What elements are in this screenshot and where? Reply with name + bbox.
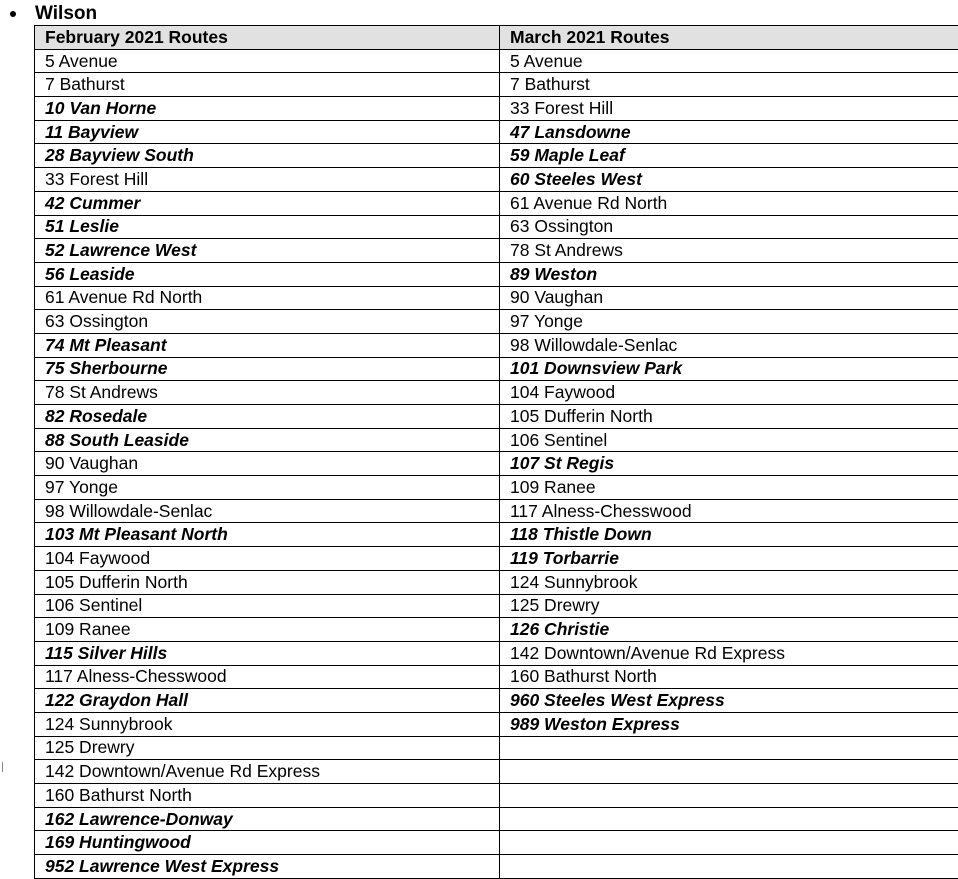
february-route-cell: 162 Lawrence-Donway: [35, 807, 500, 831]
march-route-cell: 5 Avenue: [500, 49, 958, 73]
march-route-cell: 98 Willowdale-Senlac: [500, 333, 958, 357]
february-route-cell: 952 Lawrence West Express: [35, 855, 500, 879]
march-route-cell: 109 Ranee: [500, 476, 958, 500]
february-route-cell: 10 Van Horne: [35, 97, 500, 121]
table-row: [35, 191, 958, 215]
table-row: [35, 784, 958, 808]
section-title: Wilson: [35, 3, 97, 25]
february-route-cell: 56 Leaside: [35, 262, 500, 286]
table-row: [35, 262, 958, 286]
table-row: [35, 381, 958, 405]
february-route-cell: 7 Bathurst: [35, 73, 500, 97]
march-route-cell: [500, 807, 958, 831]
march-route-cell: 59 Maple Leaf: [500, 144, 958, 168]
february-route-cell: 28 Bayview South: [35, 144, 500, 168]
march-route-cell: 97 Yonge: [500, 310, 958, 334]
february-route-cell: 109 Ranee: [35, 618, 500, 642]
february-route-cell: 78 St Andrews: [35, 381, 500, 405]
table-row: [35, 333, 958, 357]
table-row: [35, 286, 958, 310]
table-row: [35, 689, 958, 713]
march-route-cell: 119 Torbarrie: [500, 547, 958, 571]
march-route-cell: 47 Lansdowne: [500, 120, 958, 144]
february-route-cell: 106 Sentinel: [35, 594, 500, 618]
table-row: [35, 831, 958, 855]
february-route-cell: 51 Leslie: [35, 215, 500, 239]
table-row: [35, 665, 958, 689]
february-route-cell: 105 Dufferin North: [35, 570, 500, 594]
table-row: [35, 428, 958, 452]
february-route-cell: 5 Avenue: [35, 49, 500, 73]
march-route-cell: 117 Alness-Chesswood: [500, 499, 958, 523]
table-row: [35, 310, 958, 334]
table-row: [35, 120, 958, 144]
table-row: [35, 547, 958, 571]
table-row: [35, 239, 958, 263]
table-row: [35, 476, 958, 500]
march-route-cell: 78 St Andrews: [500, 239, 958, 263]
table-row: [35, 855, 958, 879]
february-route-cell: 90 Vaughan: [35, 452, 500, 476]
routes-table-body: [35, 49, 958, 878]
february-route-cell: 75 Sherbourne: [35, 357, 500, 381]
march-route-cell: 60 Steeles West: [500, 168, 958, 192]
february-route-cell: 169 Huntingwood: [35, 831, 500, 855]
march-route-cell: 33 Forest Hill: [500, 97, 958, 121]
march-route-cell: 118 Thistle Down: [500, 523, 958, 547]
march-route-cell: 104 Faywood: [500, 381, 958, 405]
bullet-icon: [10, 11, 16, 17]
table-row: [35, 97, 958, 121]
table-row: [35, 405, 958, 429]
table-row: [35, 736, 958, 760]
march-route-cell: 989 Weston Express: [500, 712, 958, 736]
march-route-cell: [500, 831, 958, 855]
table-header-row: [35, 26, 958, 50]
march-route-cell: 106 Sentinel: [500, 428, 958, 452]
march-route-cell: 7 Bathurst: [500, 73, 958, 97]
february-route-cell: 160 Bathurst North: [35, 784, 500, 808]
header-february: February 2021 Routes: [35, 26, 500, 50]
march-route-cell: 105 Dufferin North: [500, 405, 958, 429]
routes-table: [34, 25, 958, 879]
february-route-cell: 61 Avenue Rd North: [35, 286, 500, 310]
margin-mark: [2, 762, 3, 772]
february-route-cell: 117 Alness-Chesswood: [35, 665, 500, 689]
table-row: [35, 570, 958, 594]
february-route-cell: 103 Mt Pleasant North: [35, 523, 500, 547]
february-route-cell: 122 Graydon Hall: [35, 689, 500, 713]
march-route-cell: 960 Steeles West Express: [500, 689, 958, 713]
table-row: [35, 594, 958, 618]
table-row: [35, 712, 958, 736]
table-row: [35, 760, 958, 784]
table-row: [35, 168, 958, 192]
february-route-cell: 124 Sunnybrook: [35, 712, 500, 736]
march-route-cell: [500, 784, 958, 808]
section-heading: [8, 3, 97, 25]
february-route-cell: 74 Mt Pleasant: [35, 333, 500, 357]
march-route-cell: 107 St Regis: [500, 452, 958, 476]
february-route-cell: 97 Yonge: [35, 476, 500, 500]
february-route-cell: 125 Drewry: [35, 736, 500, 760]
table-row: [35, 452, 958, 476]
february-route-cell: 11 Bayview: [35, 120, 500, 144]
february-route-cell: 42 Cummer: [35, 191, 500, 215]
table-row: [35, 144, 958, 168]
february-route-cell: 52 Lawrence West: [35, 239, 500, 263]
header-march: March 2021 Routes: [500, 26, 958, 50]
table-row: [35, 807, 958, 831]
table-row: [35, 523, 958, 547]
march-route-cell: [500, 760, 958, 784]
february-route-cell: 33 Forest Hill: [35, 168, 500, 192]
march-route-cell: 89 Weston: [500, 262, 958, 286]
february-route-cell: 82 Rosedale: [35, 405, 500, 429]
february-route-cell: 142 Downtown/Avenue Rd Express: [35, 760, 500, 784]
february-route-cell: 88 South Leaside: [35, 428, 500, 452]
february-route-cell: 104 Faywood: [35, 547, 500, 571]
table-row: [35, 641, 958, 665]
march-route-cell: 125 Drewry: [500, 594, 958, 618]
march-route-cell: [500, 855, 958, 879]
february-route-cell: 98 Willowdale-Senlac: [35, 499, 500, 523]
march-route-cell: 61 Avenue Rd North: [500, 191, 958, 215]
march-route-cell: 124 Sunnybrook: [500, 570, 958, 594]
march-route-cell: 126 Christie: [500, 618, 958, 642]
table-row: [35, 49, 958, 73]
march-route-cell: 142 Downtown/Avenue Rd Express: [500, 641, 958, 665]
march-route-cell: [500, 736, 958, 760]
table-row: [35, 357, 958, 381]
march-route-cell: 90 Vaughan: [500, 286, 958, 310]
february-route-cell: 63 Ossington: [35, 310, 500, 334]
table-row: [35, 618, 958, 642]
table-row: [35, 73, 958, 97]
march-route-cell: 160 Bathurst North: [500, 665, 958, 689]
february-route-cell: 115 Silver Hills: [35, 641, 500, 665]
march-route-cell: 101 Downsview Park: [500, 357, 958, 381]
march-route-cell: 63 Ossington: [500, 215, 958, 239]
table-row: [35, 215, 958, 239]
table-row: [35, 499, 958, 523]
